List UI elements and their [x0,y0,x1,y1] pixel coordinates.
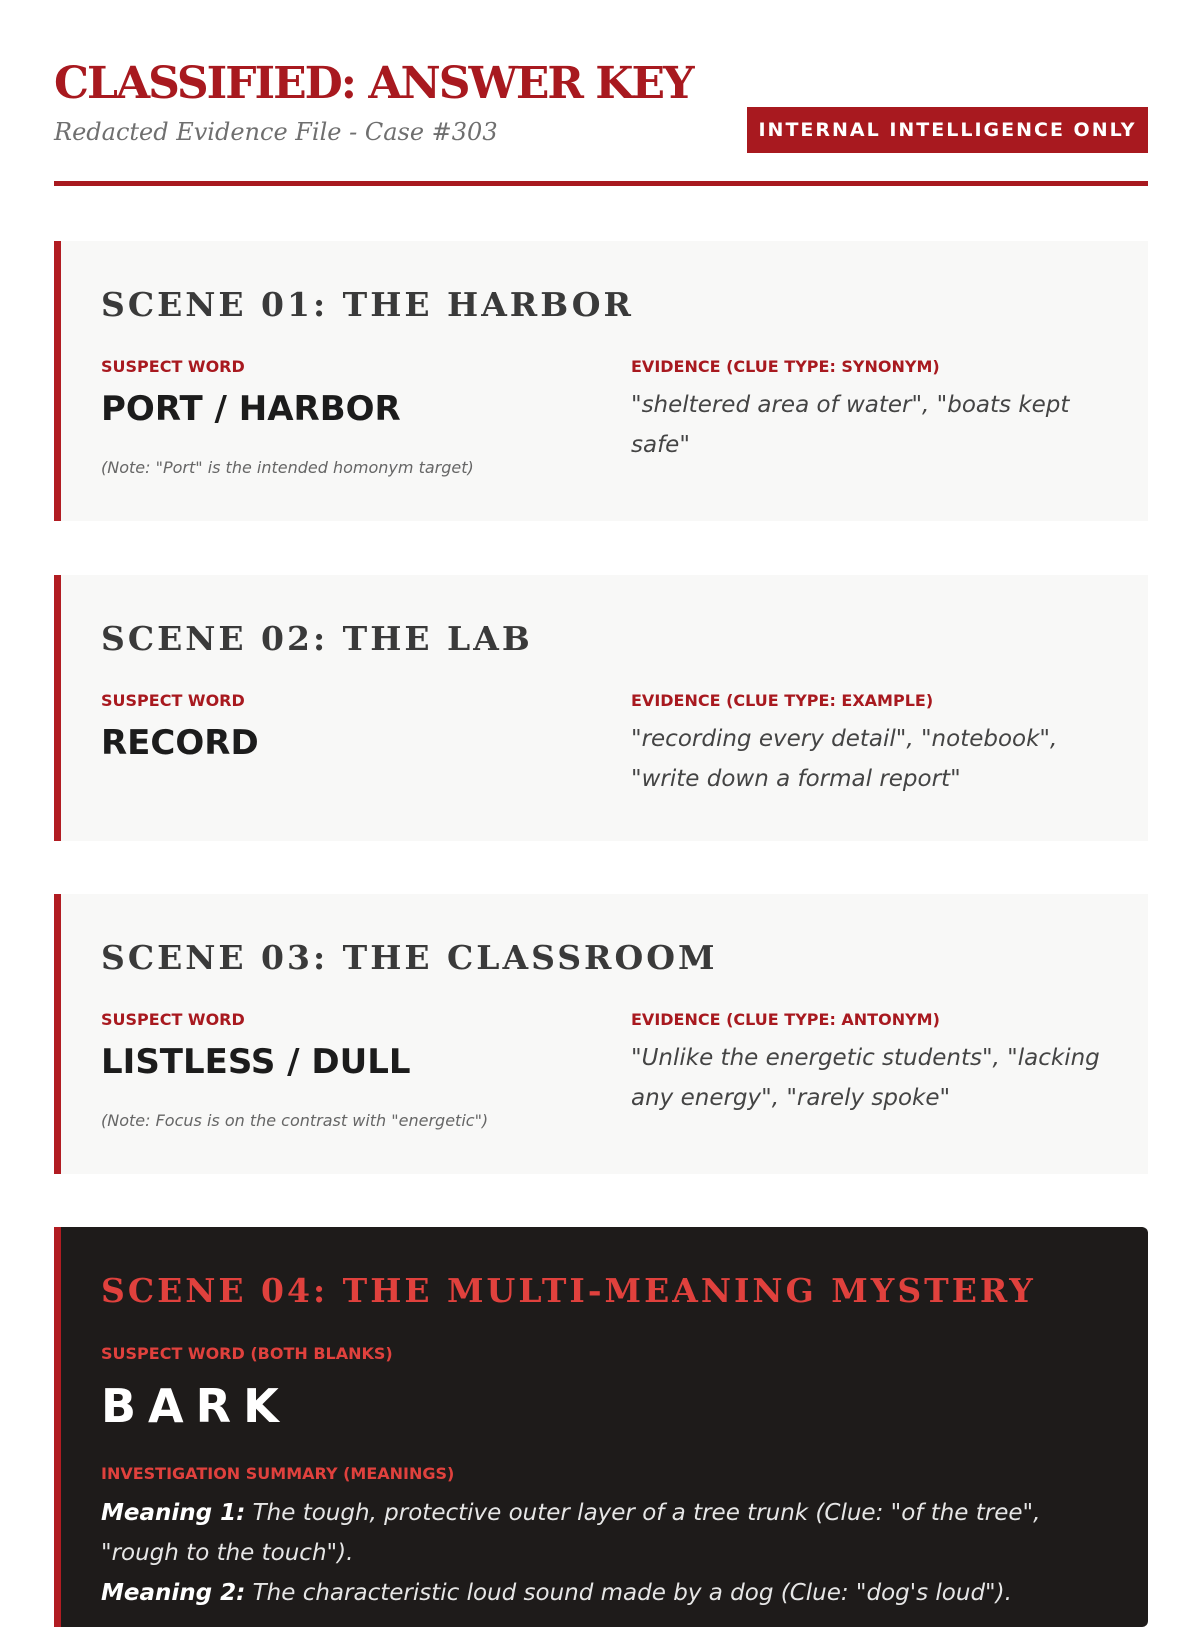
summary-label: INVESTIGATION SUMMARY (MEANINGS) [101,1464,455,1483]
suspect-word: BARK [101,1379,291,1433]
evidence-text: "Unlike the energetic students", "lacking any energy", "rarely spoke" [631,1045,1100,1111]
suspect-word-label: SUSPECT WORD [101,691,245,710]
meaning-1-text: The tough, protective outer layer of a tree trunk (Clue: "of the tree", "rough to the touch"). [101,1500,1041,1566]
page-title: CLASSIFIED: ANSWER KEY [54,58,693,109]
evidence-text: "sheltered area of water", "boats kept safe" [631,392,1070,458]
scene-title: SCENE 01: THE HARBOR [101,285,634,324]
suspect-word-label: SUSPECT WORD [101,1010,245,1029]
meaning-2-label: Meaning 2: [101,1580,246,1606]
meaning-2-text: The characteristic loud sound made by a dog (Clue: "dog's loud"). [245,1580,1012,1606]
scene-note: (Note: Focus is on the contrast with "energetic") [101,1111,489,1130]
classification-badge: INTERNAL INTELLIGENCE ONLY [747,107,1148,153]
suspect-word: LISTLESS / DULL [101,1042,411,1082]
meaning-1 [101,1493,1111,1573]
scene-title: SCENE 03: THE CLASSROOM [101,938,718,977]
scene-card [54,241,1148,521]
page-subtitle: Redacted Evidence File - Case #303 [54,118,498,146]
meaning-1-label: Meaning 1: [101,1500,246,1526]
meaning-2 [101,1573,1111,1613]
scene-card [54,894,1148,1174]
evidence-label: EVIDENCE (CLUE TYPE: ANTONYM) [631,1010,940,1029]
evidence-label: EVIDENCE (CLUE TYPE: SYNONYM) [631,357,940,376]
evidence-label: EVIDENCE (CLUE TYPE: EXAMPLE) [631,691,934,710]
scene-title: SCENE 04: THE MULTI-MEANING MYSTERY [101,1271,1036,1310]
scene-title: SCENE 02: THE LAB [101,619,533,658]
suspect-word: PORT / HARBOR [101,389,401,429]
scene-card [54,575,1148,841]
scene-note: (Note: "Port" is the intended homonym target) [101,458,474,477]
page-header [54,58,1148,186]
suspect-word: RECORD [101,723,259,763]
suspect-word-label: SUSPECT WORD (BOTH BLANKS) [101,1344,393,1363]
evidence-text: "recording every detail", "notebook", "write down a formal report" [631,726,1058,792]
scene-card-featured [54,1227,1148,1627]
suspect-word-label: SUSPECT WORD [101,357,245,376]
